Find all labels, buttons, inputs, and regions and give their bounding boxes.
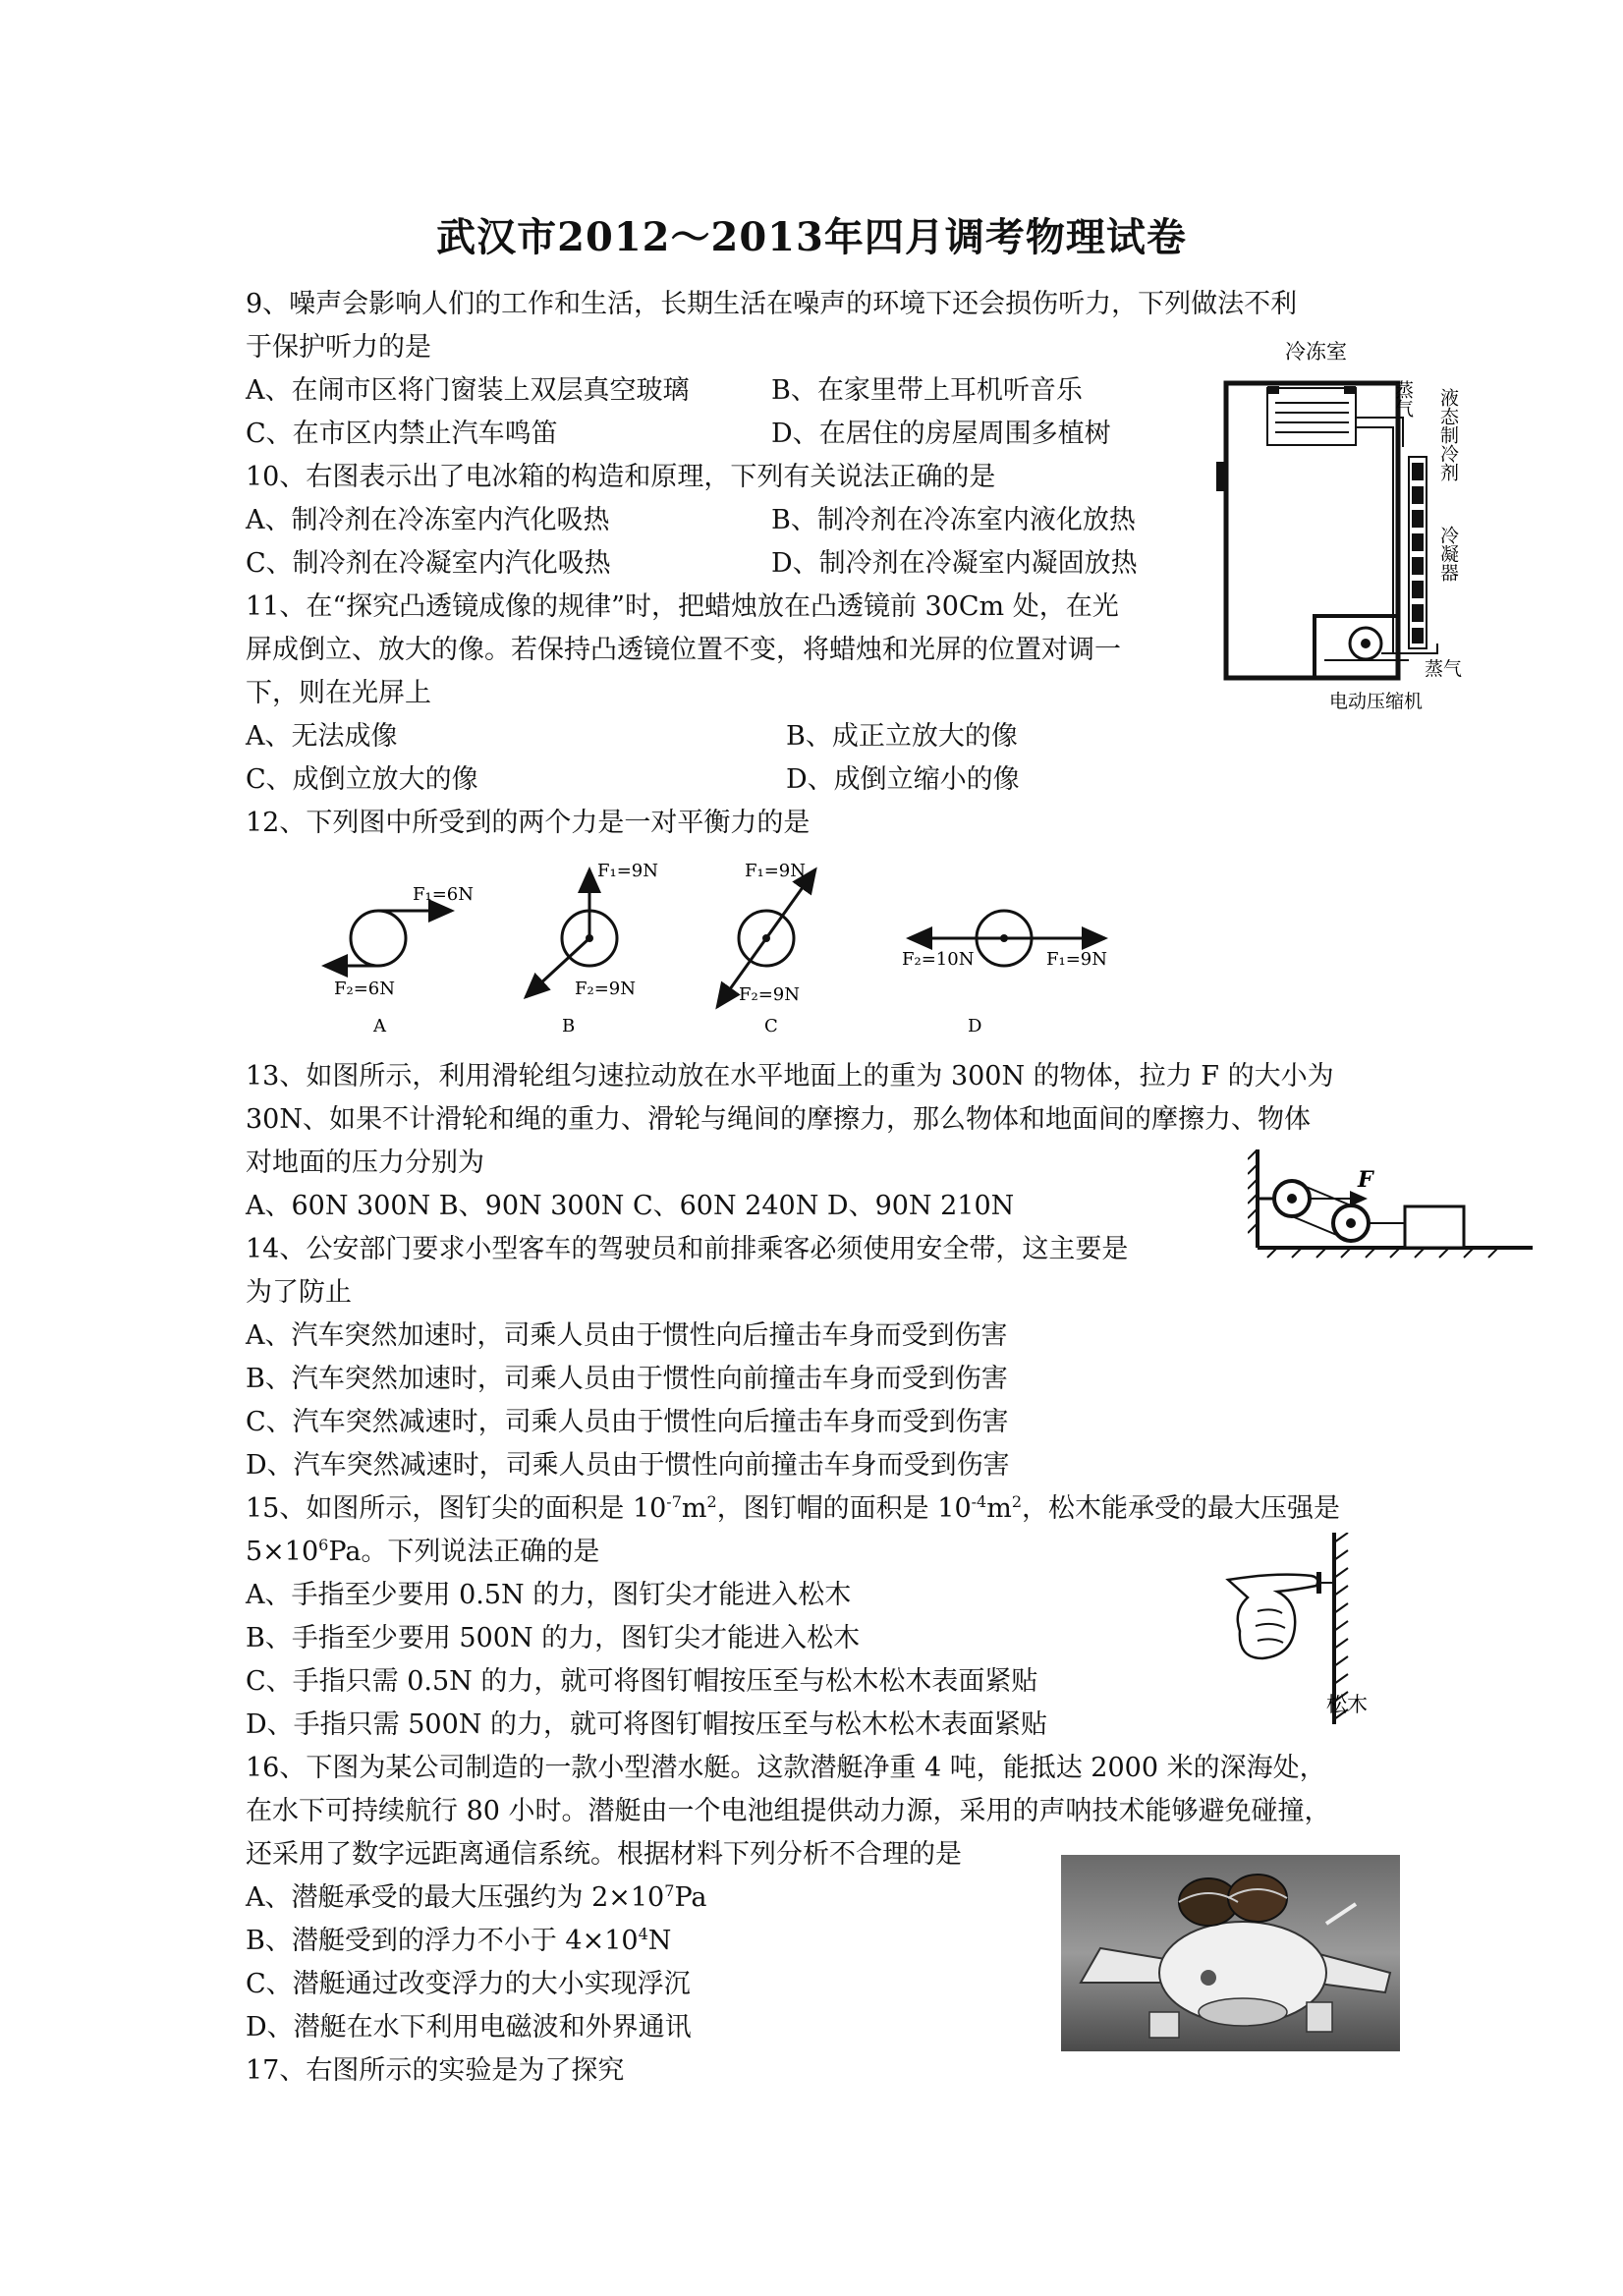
liquid-refrigerant-label: 液态制冷剂 (1437, 388, 1459, 481)
q10-option-c: C、制冷剂在冷凝室内汽化吸热 (246, 548, 611, 579)
q10-option-d: D、制冷剂在冷凝室内凝固放热 (771, 548, 1138, 579)
thumbtack-figure (1218, 1533, 1375, 1729)
q13-options: A、60N 300N B、90N 300N C、60N 240N D、90N 210N (246, 1191, 1015, 1221)
fig-a-label: A (373, 1016, 386, 1036)
q9-option-c: C、在市区内禁止汽车鸣笛 (246, 419, 558, 449)
q16-stem-line2: 在水下可持续航行 80 小时。潜艇由一个电池组提供动力源，采用的声呐技术能够避免碰撞， (246, 1796, 1331, 1826)
fig-b-f1: F₁=9N (597, 861, 658, 881)
q12-stem: 12、下列图中所受到的两个力是一对平衡力的是 (246, 808, 811, 838)
q13-stem-line3: 对地面的压力分别为 (246, 1148, 484, 1178)
page-title: 武汉市2012～2013年四月调考物理试卷 (436, 214, 1187, 260)
q16-option-c: C、潜艇通过改变浮力的大小实现浮沉 (246, 1969, 691, 1999)
q13-stem-line2: 30N、如果不计滑轮和绳的重力、滑轮与绳间的摩擦力，那么物体和地面间的摩擦力、物体 (246, 1104, 1311, 1135)
fig-d-label: D (968, 1016, 982, 1036)
q11-option-d: D、成倒立缩小的像 (786, 764, 1020, 795)
q11-stem-line3: 下，则在光屏上 (246, 678, 431, 708)
q10-option-b: B、制冷剂在冷冻室内液化放热 (771, 505, 1136, 535)
q11-option-c: C、成倒立放大的像 (246, 764, 478, 795)
q16-stem-line1: 16、下图为某公司制造的一款小型潜水艇。这款潜艇净重 4 吨，能抵达 2000 米的深海处， (246, 1753, 1326, 1783)
q13-stem-line1: 13、如图所示，利用滑轮组匀速拉动放在水平地面上的重为 300N 的物体，拉力 F 的大小为 (246, 1061, 1334, 1092)
q16-option-b: B、潜艇受到的浮力不小于 $4\times 10^4N$ (246, 1925, 672, 1956)
submarine-photo (1061, 1855, 1400, 2051)
q10-stem: 10、右图表示出了电冰箱的构造和原理，下列有关说法正确的是 (246, 462, 996, 492)
fig-a-f1: F₁=6N (413, 884, 474, 905)
q9-option-d: D、在居住的房屋周围多植树 (771, 419, 1111, 449)
q16-stem-line3: 还采用了数字远距离通信系统。根据材料下列分析不合理的是 (246, 1839, 962, 1870)
pulley-force-label: F (1358, 1167, 1373, 1193)
steam-bottom-label: 蒸气 (1425, 658, 1463, 680)
q15-stem-line1: 15、如图所示，图钉尖的面积是 $10^{-7}m^2$，图钉帽的面积是 $10^{-4}m^2$，松木能承受的最大压强是 (246, 1492, 1341, 1524)
q14-option-c: C、汽车突然减速时，司乘人员由于惯性向后撞击车身而受到伤害 (246, 1407, 1009, 1437)
q11-option-b: B、成正立放大的像 (786, 721, 1018, 752)
q11-stem-line1: 11、在“探究凸透镜成像的规律”时，把蜡烛放在凸透镜前 30Cm 处，在光 (246, 591, 1119, 622)
q15-option-c: C、手指只需 0.5N 的力，就可将图钉帽按压至与松木松木表面紧贴 (246, 1666, 1038, 1697)
fig-c-f1: F₁=9N (745, 861, 806, 881)
q14-option-a: A、汽车突然加速时，司乘人员由于惯性向后撞击车身而受到伤害 (246, 1320, 1008, 1351)
fig-c-f2: F₂=9N (739, 984, 800, 1005)
q15-option-b: B、手指至少要用 500N 的力，图钉尖才能进入松木 (246, 1623, 861, 1653)
force-diagrams (305, 855, 1140, 1041)
fig-c-label: C (764, 1016, 778, 1036)
q9-stem-line2: 于保护听力的是 (246, 332, 431, 363)
q10-option-a: A、制冷剂在冷冻室内汽化吸热 (246, 505, 610, 535)
q16-option-a: A、潜艇承受的最大压强约为 $2\times 10^7Pa$ (246, 1881, 707, 1913)
refrigerator-figure (1216, 329, 1472, 712)
condenser-label: 冷凝器 (1437, 526, 1459, 582)
q9-option-a: A、在闹市区将门窗装上双层真空玻璃 (246, 375, 690, 406)
fig-d-f1: F₁=9N (1046, 949, 1107, 970)
steam-top-label: 蒸气 (1392, 380, 1414, 418)
q17-stem: 17、右图所示的实验是为了探究 (246, 2055, 625, 2086)
q11-stem-line2: 屏成倒立、放大的像。若保持凸透镜位置不变，将蜡烛和光屏的位置对调一 (246, 635, 1121, 665)
q11-option-a: A、无法成像 (246, 721, 398, 752)
q14-stem-line2: 为了防止 (246, 1277, 352, 1308)
q14-option-d: D、汽车突然减速时，司乘人员由于惯性向前撞击车身而受到伤害 (246, 1450, 1010, 1481)
fig-b-label: B (562, 1016, 576, 1036)
q9-option-b: B、在家里带上耳机听音乐 (771, 375, 1083, 406)
q15-stem-line2: $5\times 10^6Pa$。下列说法正确的是 (246, 1536, 600, 1567)
q15-option-d: D、手指只需 500N 的力，就可将图钉帽按压至与松木松木表面紧贴 (246, 1709, 1047, 1740)
fig-b-f2: F₂=9N (575, 979, 636, 999)
fig-a-f2: F₂=6N (334, 979, 395, 999)
q16-option-d: D、潜艇在水下利用电磁波和外界通讯 (246, 2012, 692, 2043)
q9-stem-line1: 9、噪声会影响人们的工作和生活，长期生活在噪声的环境下还会损伤听力，下列做法不利 (246, 289, 1298, 319)
q14-option-b: B、汽车突然加速时，司乘人员由于惯性向前撞击车身而受到伤害 (246, 1364, 1008, 1394)
fig-d-f2: F₂=10N (902, 949, 975, 970)
wood-label: 松木 (1326, 1693, 1368, 1716)
pulley-figure (1248, 1149, 1542, 1267)
q14-stem-line1: 14、公安部门要求小型客车的驾驶员和前排乘客必须使用安全带，这主要是 (246, 1234, 1129, 1264)
compressor-label: 电动压缩机 (1329, 691, 1424, 712)
freezer-label: 冷冻室 (1285, 340, 1347, 364)
q15-option-a: A、手指至少要用 0.5N 的力，图钉尖才能进入松木 (246, 1580, 852, 1610)
